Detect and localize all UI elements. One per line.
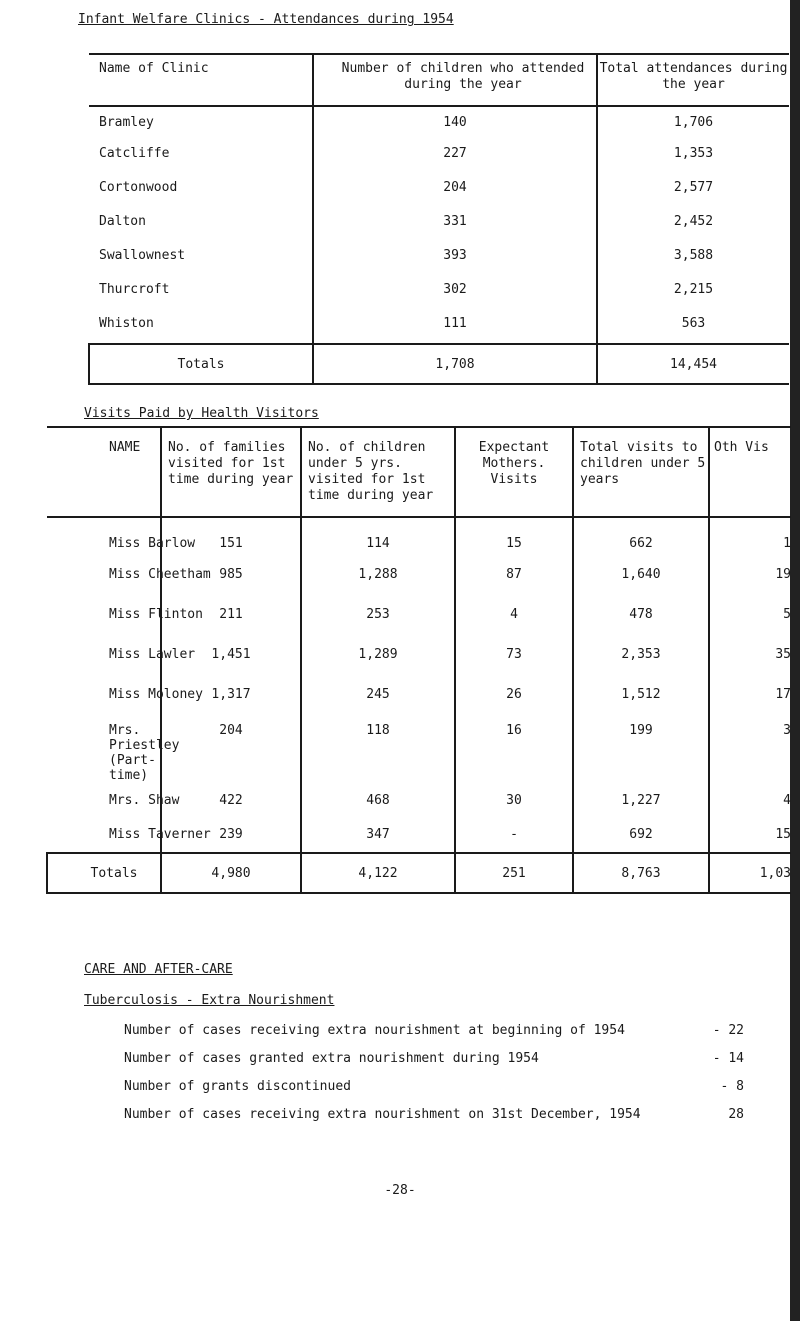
- care-item-label: Number of grants discontinued: [124, 1079, 351, 1094]
- table-row: [47, 517, 791, 557]
- visitor-children: 245: [301, 677, 455, 717]
- clinic-children: 331: [313, 208, 597, 242]
- list-item: [124, 1023, 744, 1051]
- visitor-families: 985: [161, 557, 301, 597]
- care-item-label: Number of cases receiving extra nourishment at beginning of 1954: [124, 1023, 625, 1038]
- visitor-children: 468: [301, 783, 455, 819]
- clinic-name: Whiston: [89, 310, 313, 344]
- visits-header-expectant: Expectant Mothers. Visits: [455, 427, 573, 517]
- visitor-children: 114: [301, 517, 455, 557]
- clinics-totals-children: 1,708: [313, 344, 597, 384]
- visits-header-other: Oth Vis: [709, 427, 791, 517]
- clinics-header-row: [89, 54, 789, 106]
- visits-totals-row: [47, 853, 791, 893]
- visitor-families: 239: [161, 819, 301, 853]
- clinic-name: Bramley: [89, 106, 313, 140]
- visits-header-row: [47, 427, 791, 517]
- table-row: [47, 677, 791, 717]
- visitor-expectant: 15: [455, 517, 573, 557]
- visits-header-families: No. of families visited for 1st time during year: [161, 427, 301, 517]
- visitor-families: 204: [161, 717, 301, 783]
- clinic-name: Cortonwood: [99, 180, 178, 195]
- clinic-attendances: 1,353: [597, 140, 789, 174]
- care-item-label: Number of cases granted extra nourishment during 1954: [124, 1051, 539, 1066]
- visitor-total: 1,512: [573, 677, 709, 717]
- visitor-expectant: 30: [455, 783, 573, 819]
- visits-header-children: No. of children under 5 yrs. visited for 1st time during year: [301, 427, 455, 517]
- visitor-children: 118: [301, 717, 455, 783]
- visits-totals-label: Totals: [47, 853, 161, 893]
- visitor-name: Miss Flinton: [109, 607, 203, 622]
- visitor-expectant: -: [455, 819, 573, 853]
- clinics-totals-label: Totals: [89, 344, 313, 384]
- visitor-name: Miss Lawler: [109, 647, 196, 662]
- page-edge-shadow: [790, 0, 800, 1321]
- care-title: CARE AND AFTER-CARE: [84, 962, 233, 977]
- visitor-total: 478: [573, 597, 709, 637]
- visitor-expectant: 26: [455, 677, 573, 717]
- clinic-children: 393: [313, 242, 597, 276]
- table-row: [89, 174, 789, 208]
- visitor-other: 15: [709, 819, 791, 853]
- clinic-children: 111: [313, 310, 597, 344]
- care-item-value: - 22: [712, 1023, 744, 1038]
- visitor-name: Miss Cheetham: [109, 567, 211, 582]
- visitor-name: Mrs. Shaw: [109, 793, 180, 808]
- visitor-name: Miss Moloney: [109, 687, 203, 702]
- care-list: [124, 1023, 744, 1135]
- visitor-other: 17: [709, 677, 791, 717]
- table-row: [47, 597, 791, 637]
- clinic-name: Catcliffe: [99, 146, 170, 161]
- care-item-label: Number of cases receiving extra nourishment on 31st December, 1954: [124, 1107, 641, 1122]
- clinic-name: Dalton: [99, 214, 146, 229]
- clinics-table: [88, 53, 789, 385]
- visitor-expectant: 87: [455, 557, 573, 597]
- clinics-title: Infant Welfare Clinics - Attendances during 1954: [78, 12, 454, 27]
- clinics-totals-attendances: 14,454: [597, 344, 789, 384]
- table-row: [47, 557, 791, 597]
- visits-totals-total: 8,763: [573, 853, 709, 893]
- clinic-attendances: 2,215: [597, 276, 789, 310]
- table-row: [89, 276, 789, 310]
- visitor-other: 4: [709, 783, 791, 819]
- list-item: [124, 1107, 744, 1135]
- list-item: [124, 1079, 744, 1107]
- clinic-children: 227: [313, 140, 597, 174]
- visitor-other: 5: [709, 597, 791, 637]
- visitor-total: 692: [573, 819, 709, 853]
- visitor-total: 662: [573, 517, 709, 557]
- clinic-children: 302: [313, 276, 597, 310]
- visitor-children: 347: [301, 819, 455, 853]
- clinic-attendances: 3,588: [597, 242, 789, 276]
- visits-header-total: Total visits to children under 5 years: [573, 427, 709, 517]
- visitor-families: 422: [161, 783, 301, 819]
- care-subtitle: Tuberculosis - Extra Nourishment: [84, 993, 335, 1008]
- table-row: [89, 208, 789, 242]
- visitor-other: 35: [709, 637, 791, 677]
- care-item-value: - 14: [712, 1051, 744, 1066]
- visitor-children: 1,288: [301, 557, 455, 597]
- clinics-header-children: Number of children who attended during the year: [313, 54, 597, 106]
- page-number: -28-: [384, 1183, 416, 1198]
- table-row: [89, 310, 789, 344]
- table-row: [89, 242, 789, 276]
- visitor-other: 19: [709, 557, 791, 597]
- clinic-attendances: 563: [597, 310, 789, 344]
- visits-table: [46, 426, 791, 894]
- visitor-expectant: 16: [455, 717, 573, 783]
- visits-totals-expectant: 251: [455, 853, 573, 893]
- clinics-header-attendances: Total attendances during the year: [597, 54, 789, 106]
- visitor-name: Miss Barlow: [109, 536, 196, 551]
- clinic-attendances: 2,577: [597, 174, 789, 208]
- table-row: [89, 140, 789, 174]
- visitor-total: 199: [573, 717, 709, 783]
- visitor-other: 1: [709, 517, 791, 557]
- visitor-families: 151: [161, 517, 301, 557]
- list-item: [124, 1051, 744, 1079]
- clinic-name: Thurcroft: [99, 282, 170, 297]
- table-row: [47, 783, 791, 819]
- visitor-total: 1,227: [573, 783, 709, 819]
- care-item-value: 28: [728, 1107, 744, 1122]
- visits-title: Visits Paid by Health Visitors: [84, 406, 319, 421]
- clinic-attendances: 1,706: [597, 106, 789, 140]
- visits-totals-other: 1,03: [709, 853, 791, 893]
- care-item-value: - 8: [720, 1079, 744, 1094]
- clinic-children: 140: [313, 106, 597, 140]
- visitor-total: 2,353: [573, 637, 709, 677]
- clinic-name: Swallownest: [99, 248, 186, 263]
- table-row: [47, 819, 791, 853]
- visitor-families: 211: [161, 597, 301, 637]
- visitor-total: 1,640: [573, 557, 709, 597]
- visits-totals-children: 4,122: [301, 853, 455, 893]
- visitor-other: 3: [709, 717, 791, 783]
- clinic-attendances: 2,452: [597, 208, 789, 242]
- table-row: [47, 637, 791, 677]
- table-row: [89, 106, 789, 140]
- table-row: [47, 717, 791, 783]
- visits-header-name: NAME: [47, 427, 161, 517]
- visitor-expectant: 73: [455, 637, 573, 677]
- visitor-children: 253: [301, 597, 455, 637]
- visitor-families: 1,317: [161, 677, 301, 717]
- visitor-expectant: 4: [455, 597, 573, 637]
- visits-totals-families: 4,980: [161, 853, 301, 893]
- visitor-name: Miss Taverner: [47, 819, 161, 853]
- clinics-header-name: Name of Clinic: [89, 54, 313, 106]
- visitor-families: 1,451: [161, 637, 301, 677]
- visitor-children: 1,289: [301, 637, 455, 677]
- visitor-name: Mrs. Priestley (Part-time): [109, 723, 180, 783]
- clinic-children: 204: [313, 174, 597, 208]
- clinics-totals-row: [89, 344, 789, 384]
